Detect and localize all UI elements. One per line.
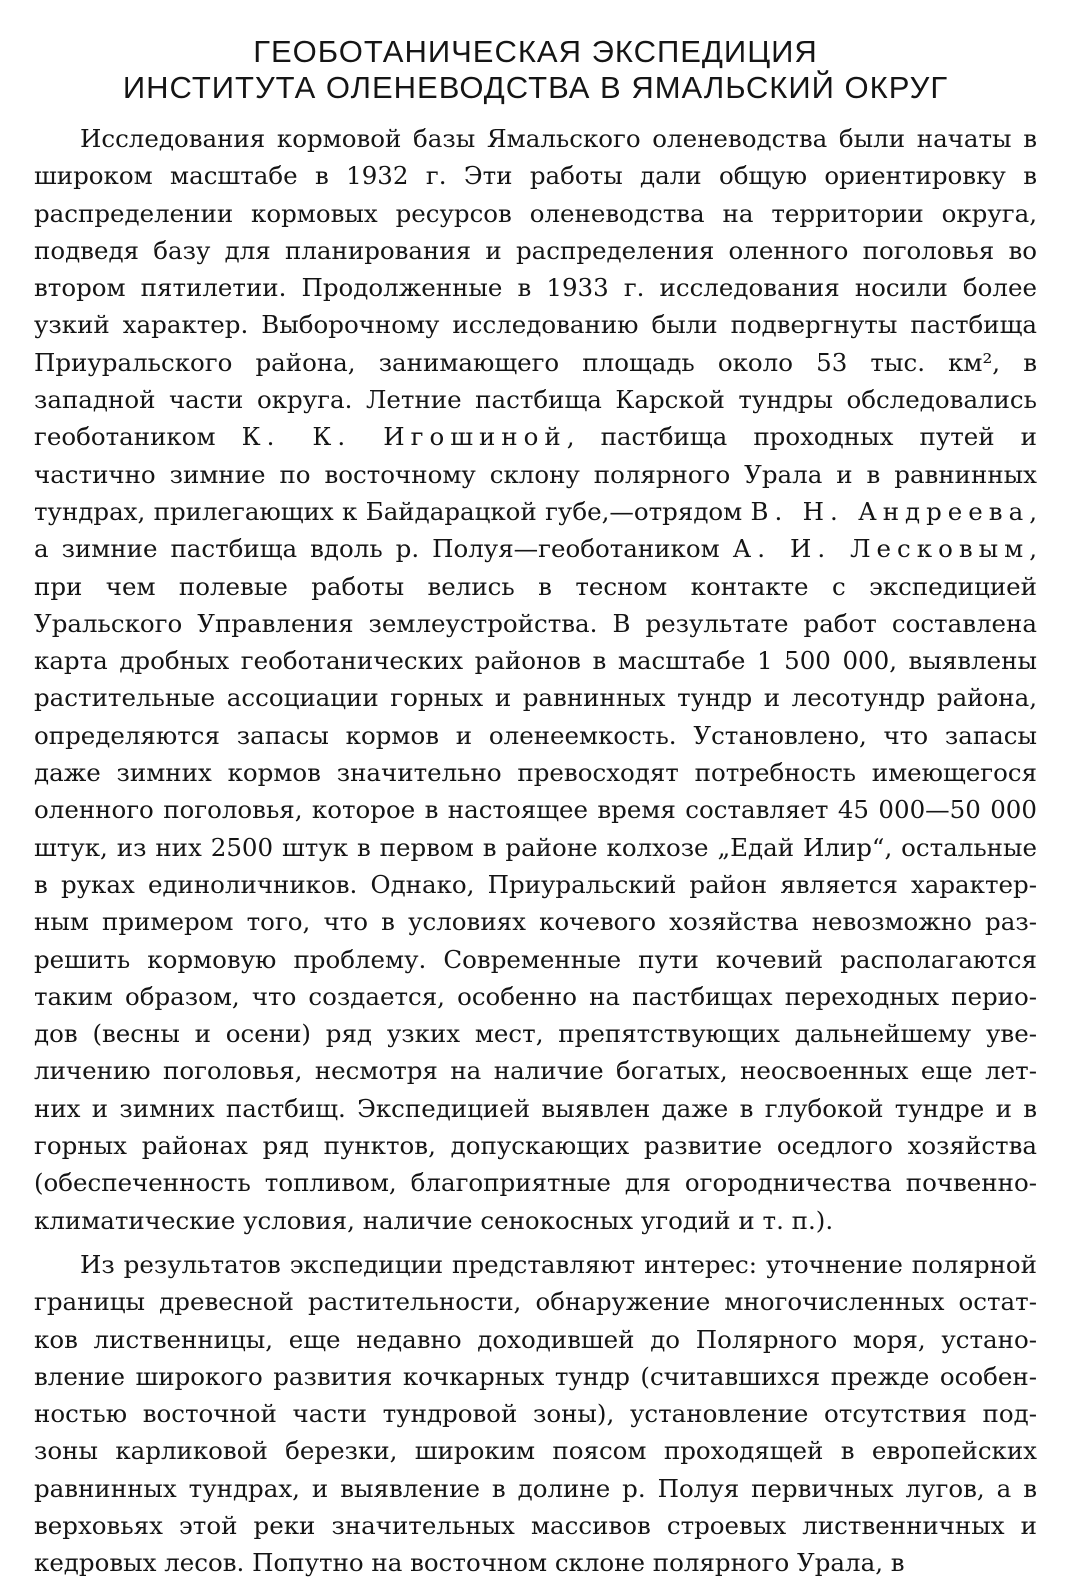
paragraph-1-text-d: , при чем полевые работы велись в тесном контакте с экспедицией Уральского Управления землеустройства. В результате работ составлена карта дробных геоботанических районов в масштабе 1 500 000, выявлены растительные ассоциации горных и равнинных тундр и лесотундр района, определяются запасы кормов и оленеемкость. Установлено, что запасы даже зимних кормов значительно превосходят потребность имеющегося оленного поголовья, которое в настоящее время составляет 45 000—50 000 штук, из них 2500 штук в первом в районе колхозе „Едай Илир“, остальные в руках единоличников. Однако, Приуральский район является характерным примером того, что в условиях кочевого хозяйства невозможно разрешить кормовую проблему. Современные пути кочевий располагаются таким образом, что создается, особенно на пастбищах переходных периодов (весны и осени) ряд узких мест, препятствующих дальнейшему увеличению поголовья, несмотря на наличие богатых, неосвоенных еще летних и зимних пастбищ. Экспедицией выявлен даже в глубокой тундре и в горных районах ряд пунктов, допускающих развитие оседлого хозяйства (обеспеченность топливом, благоприятные для огородничества почвенно-климатические условия, наличие сенокосных угодий и т. п.). [34, 534, 1037, 1235]
title-line-2: ИНСТИТУТА ОЛЕНЕВОДСТВА В ЯМАЛЬСКИЙ ОКРУГ [122, 70, 949, 105]
paragraph-1-text-b: , пастбища проходных путей и частично зимние по восточному склону полярного Урала и в равнинных тундрах, прилегающих к Байдарацкой губе,—отрядом [34, 422, 1037, 526]
paragraph-2: Из результатов экспедиции представляют интерес: уточнение полярной границы древесной растительности, обнаружение многочисленных остатков лиственницы, еще недавно доходившей до Полярного моря, установление широкого развития кочкарных тундр (считавшихся прежде особенностью восточной части тундровой зоны), установление отсутствия подзоны карликовой березки, широким поясом проходящей в европейских равнинных тундрах, и выявление в долине р. Полуя первичных лугов, а в верховьях этой реки значительных массивов строевых лиственничных и кедровых лесов. Попутно на восточном склоне полярного Урала, в [34, 1249, 1037, 1578]
paragraph-1-text-a: Исследования кормовой базы Ямальского оленеводства были начаты в широком масштабе в 1932 г. Эти работы дали общую ориентировку в распределении кормовых ресурсов оленеводства на территории округа, подведя базу для планирования и распределения оленного поголовья во втором пятилетии. Продолженные в 1933 г. исследования носили более узкий характер. Выборочному исследованию были подвергнуты пастбища Приуральского района, занимающего площадь около 53 тыс. км², в западной части округа. Летние пастбища Карской тундры обследовались геоботаником [34, 124, 1037, 452]
title-line-1: ГЕОБОТАНИЧЕСКАЯ ЭКСПЕДИЦИЯ [253, 34, 818, 69]
person-name-igoshina: К. К. Игошиной [241, 422, 567, 452]
person-name-andreev: В. Н. Андреева [750, 496, 1030, 526]
paragraph-1 [34, 120, 1037, 1239]
page-title [34, 34, 1037, 106]
person-name-leskov: А. И. Лесковым [732, 534, 1030, 564]
paragraph-1-text-c: , а зимние пастбища вдоль р. Полуя—геоботаником [34, 496, 1038, 564]
